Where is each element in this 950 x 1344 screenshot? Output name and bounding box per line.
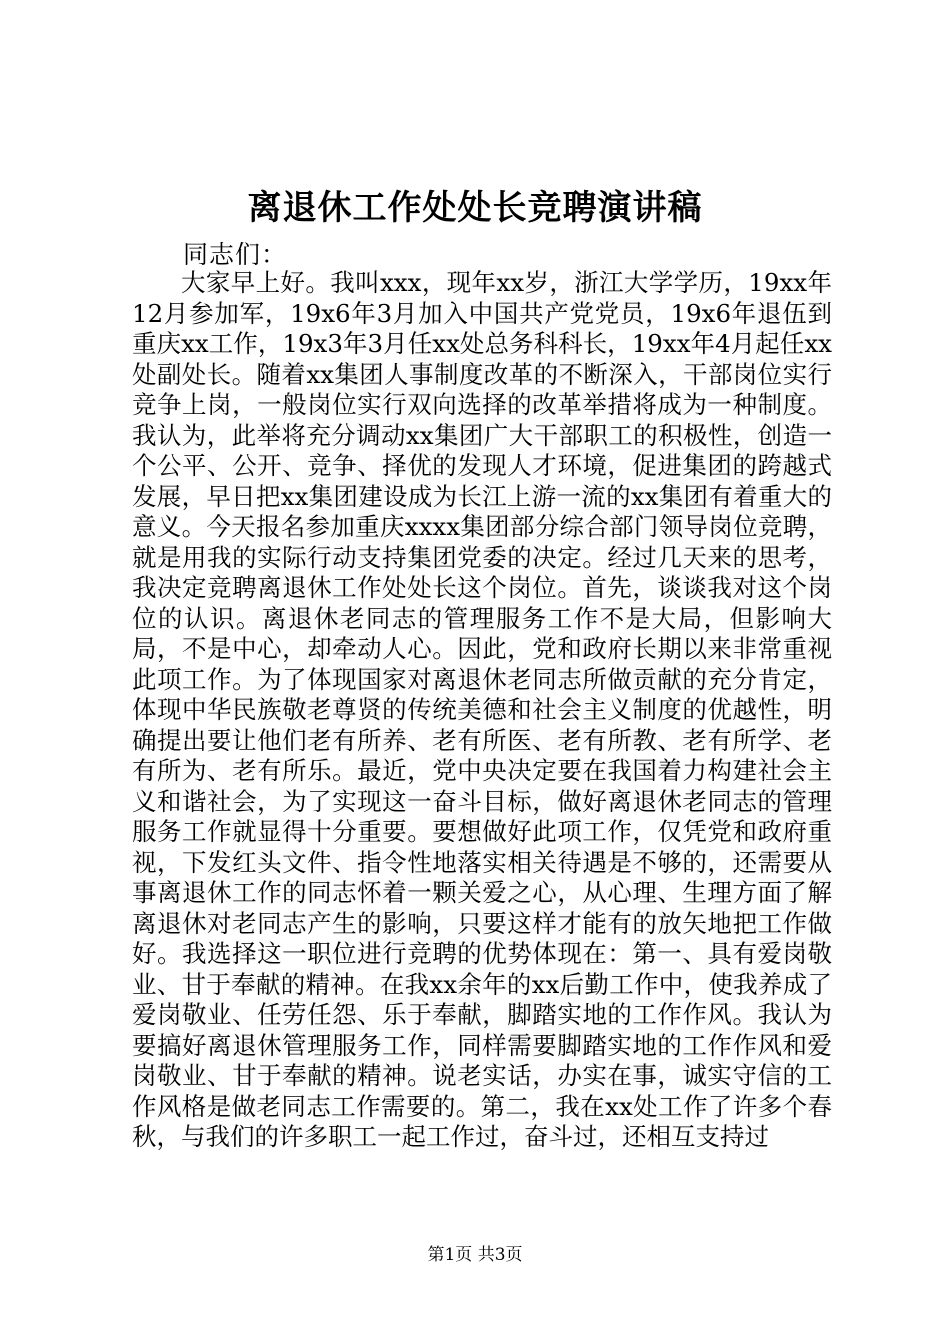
salutation: 同志们：	[183, 240, 288, 269]
page-number: 第1页 共3页	[427, 1245, 523, 1265]
page-title: 离退休工作处处长竞聘演讲稿	[247, 188, 703, 228]
body-paragraph: 大家早上好。我叫xxx，现年xx岁，浙江大学学历，19xx年12月参加军，19x6年3月加入中国共产党党员，19x6年退伍到重庆xx工作，19x3年3月任xx处总务科科长，19xx年4月起任xx处副处长。随着xx集团人事制度改革的不断深入，干部岗位实行竞争上岗，一般岗位实行双向选择的改革举措将成为一种制度。我认为，此举将充分调动xx集团广大干部职工的积极性，创造一个公平、公开、竞争、择优的发现人才环境，促进集团的跨越式发展，早日把xx集团建设成为长江上游一流的xx集团有着重大的意义。今天报名参加重庆xxxx集团部分综合部门领导岗位竞聘，就是用我的实际行动支持集团党委的决定。经过几天来的思考，我决定竞聘离退休工作处处长这个岗位。首先，谈谈我对这个岗位的认识。离退休老同志的管理服务工作不是大局，但影响大局，不是中心，却牵动人心。因此，党和政府长期以来非常重视此项工作。为了体现国家对离退休老同志所做贡献的充分肯定，体现中华民族敬老尊贤的传统美德和社会主义制度的优越性，明确提出要让他们老有所养、老有所医、老有所教、老有所学、老有所为、老有所乐。最近，党中央决定要在我国着力构建社会主义和谐社会，为了实现这一奋斗目标，做好离退休老同志的管理服务工作就显得十分重要。要想做好此项工作，仅凭党和政府重视，下发红头文件、指令性地落实相关待遇是不够的，还需要从事离退休工作的同志怀着一颗关爱之心，从心理、生理方面了解离退休对老同志产生的影响，只要这样才能有的放矢地把工作做好。我选择这一职位进行竞聘的优势体现在：第一、具有爱岗敬业、甘于奉献的精神。在我xx余年的xx后勤工作中，使我养成了爱岗敬业、任劳任怨、乐于奉献，脚踏实地的工作作风。我认为要搞好离退休管理服务工作，同样需要脚踏实地的工作作风和爱岗敬业、甘于奉献的精神。说老实话，办实在事，诚实守信的工作风格是做老同志工作需要的。第二，我在xx处工作了许多个春秋，与我们的许多职工一起工作过，奋斗过，还相互支持过	[132, 268, 832, 1151]
